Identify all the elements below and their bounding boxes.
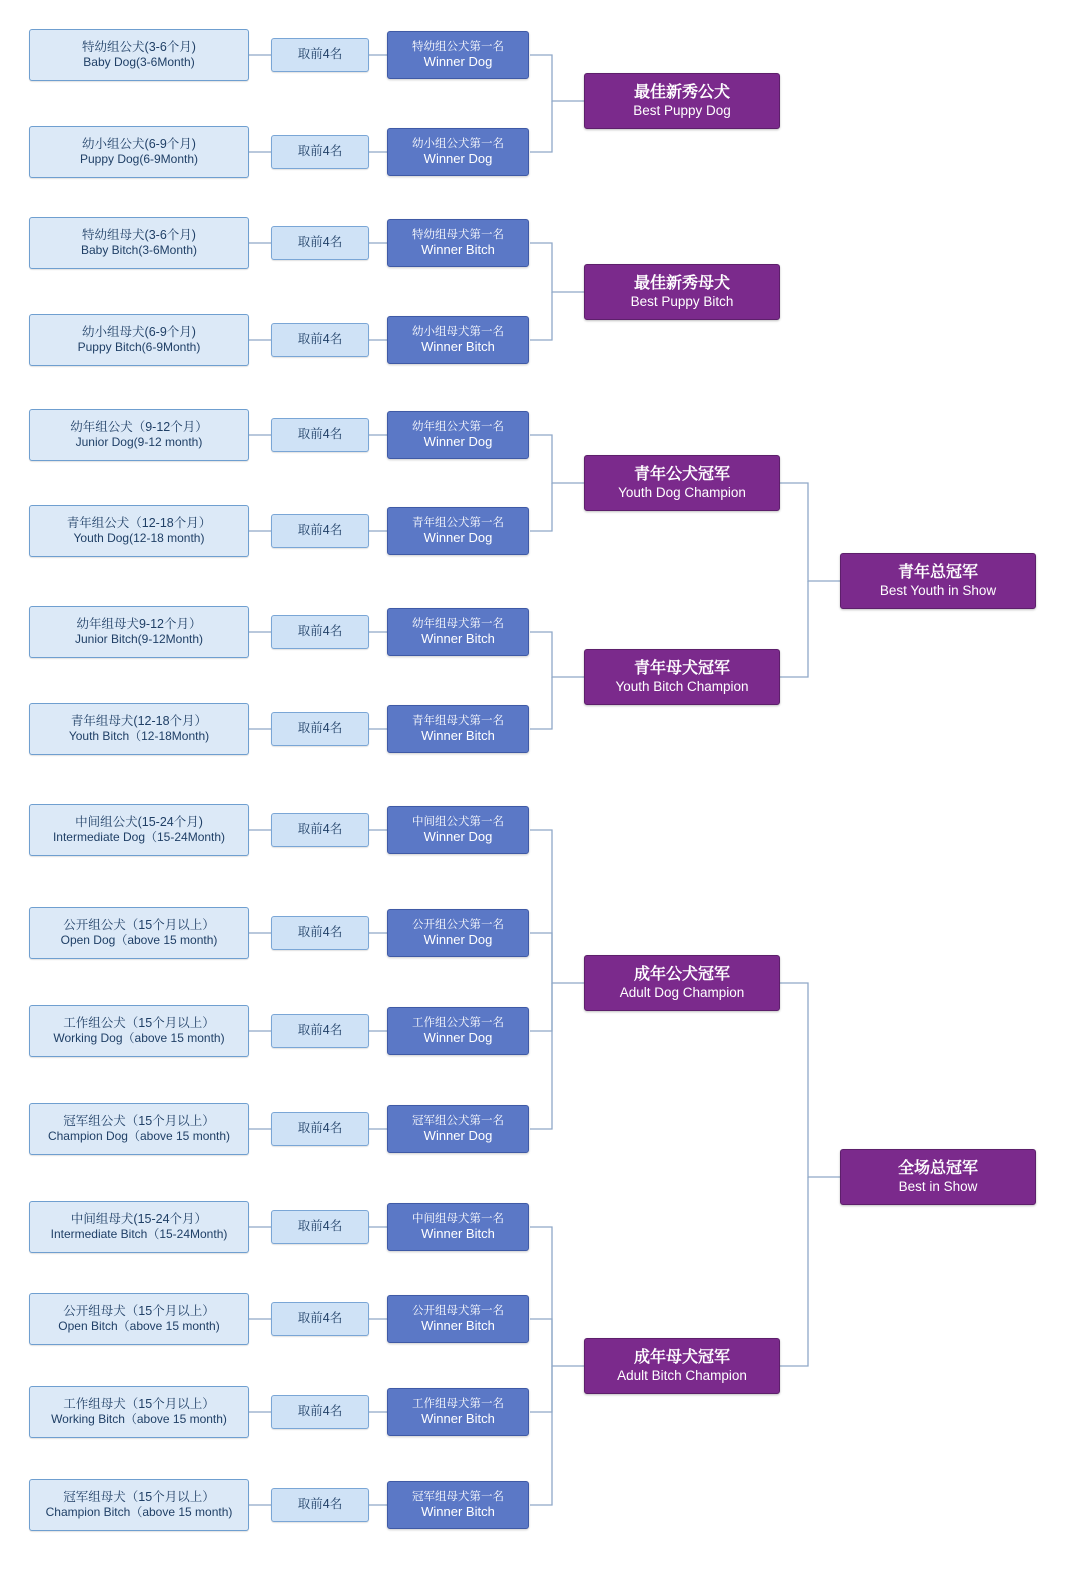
winner-box[interactable]: 青年组母犬第一名 Winner Bitch xyxy=(387,705,529,753)
champion-box-adult-dog[interactable]: 成年公犬冠军 Adult Dog Champion xyxy=(584,955,780,1011)
winner-box[interactable]: 工作组母犬第一名 Winner Bitch xyxy=(387,1388,529,1436)
class-box[interactable]: 中间组公犬(15-24个月) Intermediate Dog（15-24Month) xyxy=(29,804,249,856)
class-box[interactable]: 幼年组公犬（9-12个月） Junior Dog(9-12 month) xyxy=(29,409,249,461)
champion-box-youth-dog[interactable]: 青年公犬冠军 Youth Dog Champion xyxy=(584,455,780,511)
winner-box[interactable]: 中间组母犬第一名 Winner Bitch xyxy=(387,1203,529,1251)
class-box[interactable]: 幼年组母犬9-12个月） Junior Bitch(9-12Month) xyxy=(29,606,249,658)
take-top4-box[interactable]: 取前4名 xyxy=(271,1395,369,1429)
class-box[interactable]: 中间组母犬(15-24个月） Intermediate Bitch（15-24Month) xyxy=(29,1201,249,1253)
take-top4-box[interactable]: 取前4名 xyxy=(271,712,369,746)
winner-box[interactable]: 公开组母犬第一名 Winner Bitch xyxy=(387,1295,529,1343)
take-top4-box[interactable]: 取前4名 xyxy=(271,1210,369,1244)
champion-box-best-puppy-bitch[interactable]: 最佳新秀母犬 Best Puppy Bitch xyxy=(584,264,780,320)
class-box[interactable]: 冠军组母犬（15个月以上） Champion Bitch（above 15 month) xyxy=(29,1479,249,1531)
winner-box[interactable]: 工作组公犬第一名 Winner Dog xyxy=(387,1007,529,1055)
winner-box[interactable]: 中间组公犬第一名 Winner Dog xyxy=(387,806,529,854)
class-box[interactable]: 幼小组母犬(6-9个月) Puppy Bitch(6-9Month) xyxy=(29,314,249,366)
winner-box[interactable]: 青年组公犬第一名 Winner Dog xyxy=(387,507,529,555)
take-top4-box[interactable]: 取前4名 xyxy=(271,1112,369,1146)
take-top4-box[interactable]: 取前4名 xyxy=(271,615,369,649)
take-top4-box[interactable]: 取前4名 xyxy=(271,226,369,260)
class-box[interactable]: 幼小组公犬(6-9个月) Puppy Dog(6-9Month) xyxy=(29,126,249,178)
class-box[interactable]: 工作组母犬（15个月以上） Working Bitch（above 15 month) xyxy=(29,1386,249,1438)
take-top4-box[interactable]: 取前4名 xyxy=(271,514,369,548)
take-top4-box[interactable]: 取前4名 xyxy=(271,1302,369,1336)
class-box[interactable]: 公开组母犬（15个月以上） Open Bitch（above 15 month) xyxy=(29,1293,249,1345)
champion-box-adult-bitch[interactable]: 成年母犬冠军 Adult Bitch Champion xyxy=(584,1338,780,1394)
winner-box[interactable]: 幼小组母犬第一名 Winner Bitch xyxy=(387,316,529,364)
take-top4-box[interactable]: 取前4名 xyxy=(271,1014,369,1048)
class-box[interactable]: 工作组公犬（15个月以上） Working Dog（above 15 month) xyxy=(29,1005,249,1057)
take-top4-box[interactable]: 取前4名 xyxy=(271,135,369,169)
champion-box-best-puppy-dog[interactable]: 最佳新秀公犬 Best Puppy Dog xyxy=(584,73,780,129)
winner-box[interactable]: 公开组公犬第一名 Winner Dog xyxy=(387,909,529,957)
class-box[interactable]: 公开组公犬（15个月以上） Open Dog（above 15 month) xyxy=(29,907,249,959)
champion-box-youth-bitch[interactable]: 青年母犬冠军 Youth Bitch Champion xyxy=(584,649,780,705)
winner-box[interactable]: 特幼组公犬第一名 Winner Dog xyxy=(387,31,529,79)
class-box[interactable]: 冠军组公犬（15个月以上） Champion Dog（above 15 month) xyxy=(29,1103,249,1155)
take-top4-box[interactable]: 取前4名 xyxy=(271,418,369,452)
take-top4-box[interactable]: 取前4名 xyxy=(271,38,369,72)
class-box[interactable]: 青年组母犬(12-18个月） Youth Bitch（12-18Month) xyxy=(29,703,249,755)
winner-box[interactable]: 冠军组公犬第一名 Winner Dog xyxy=(387,1105,529,1153)
winner-box[interactable]: 幼年组母犬第一名 Winner Bitch xyxy=(387,608,529,656)
take-top4-box[interactable]: 取前4名 xyxy=(271,916,369,950)
champion-box-best-youth-in-show[interactable]: 青年总冠军 Best Youth in Show xyxy=(840,553,1036,609)
take-top4-box[interactable]: 取前4名 xyxy=(271,1488,369,1522)
class-box[interactable]: 特幼组母犬(3-6个月) Baby Bitch(3-6Month) xyxy=(29,217,249,269)
winner-box[interactable]: 幼年组公犬第一名 Winner Dog xyxy=(387,411,529,459)
winner-box[interactable]: 幼小组公犬第一名 Winner Dog xyxy=(387,128,529,176)
take-top4-box[interactable]: 取前4名 xyxy=(271,323,369,357)
class-box[interactable]: 青年组公犬（12-18个月） Youth Dog(12-18 month) xyxy=(29,505,249,557)
take-top4-box[interactable]: 取前4名 xyxy=(271,813,369,847)
champion-box-best-in-show[interactable]: 全场总冠军 Best in Show xyxy=(840,1149,1036,1205)
class-box[interactable]: 特幼组公犬(3-6个月) Baby Dog(3-6Month) xyxy=(29,29,249,81)
winner-box[interactable]: 冠军组母犬第一名 Winner Bitch xyxy=(387,1481,529,1529)
winner-box[interactable]: 特幼组母犬第一名 Winner Bitch xyxy=(387,219,529,267)
